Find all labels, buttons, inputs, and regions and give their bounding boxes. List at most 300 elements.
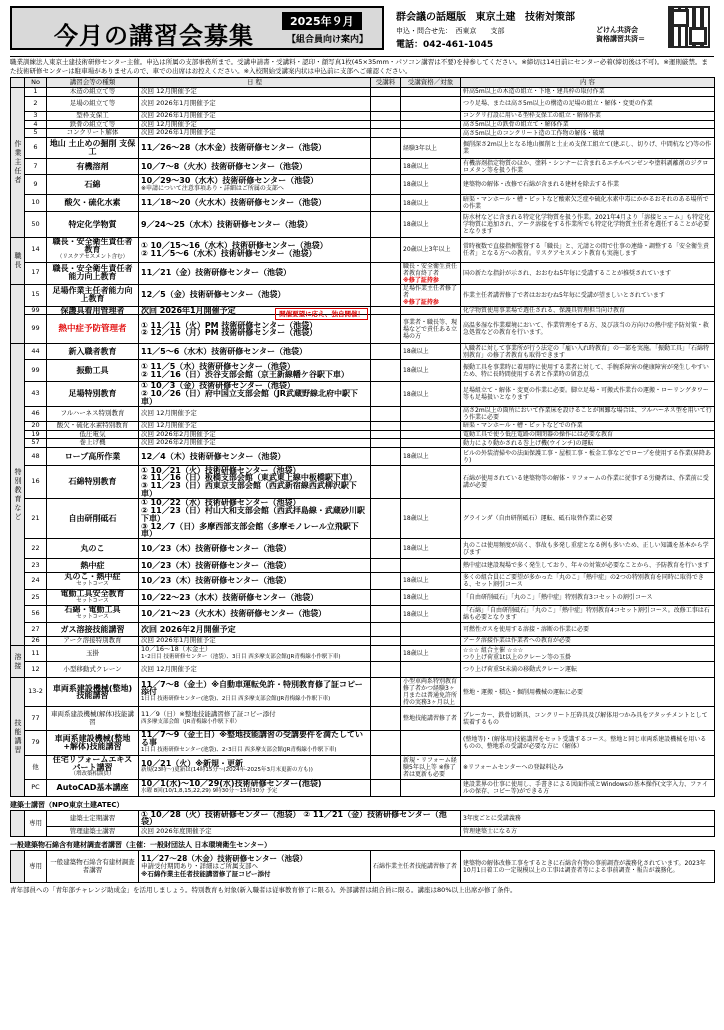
course-fee [371,645,401,662]
course-fee [371,360,401,382]
course-content [461,707,715,731]
course-fee [371,111,401,120]
row-no: 19 [25,430,47,439]
course-fee [371,466,401,499]
row-no: 15 [25,284,47,306]
qualification-text: 足場作業主任者修了者 [403,284,458,299]
table-row[interactable] [11,284,715,306]
course-date-detail: 西多摩支部会館（JR青梅線小作駅下車） [141,718,240,725]
course-name-text: 足場特別教育 [68,389,117,399]
asbestos-date-2: 申請受付期間あり・詳細はご所属支部へ [141,861,258,870]
atec-section-title: 建築士講習（NPO東京土建ATEC） [10,800,124,809]
table-row[interactable] [11,780,715,797]
audience-tag: 【組合員向け案内】 [287,35,369,45]
course-name: 建築士定期講習 [47,810,139,827]
course-date-line: 次回 2026年2月開催予定 [141,624,236,634]
row-no: 11 [25,645,47,662]
course-subtitle: （増改築相談員） [70,771,115,778]
content-text: ビルの外装清掃やの法面保護工事・屋根工事・板金工事などでロープを使用する作業(昇降あり) [463,449,712,464]
course-name-text: 型枠支保工 [76,110,109,119]
qualification-text: 18歳以上 [403,221,429,229]
course-date-line: ② 10／26（日）府中国立支部会館（JR武蔵野線北府中駅下車） [141,389,358,406]
course-name [47,636,139,645]
table-row[interactable] [11,755,715,779]
course-fee [371,707,401,731]
course-content [461,421,715,430]
course-content [461,499,715,539]
content-text: アーク溶接作業は作業者への教育が必要 [463,637,571,645]
course-qualification [401,589,461,606]
course-fee [371,315,401,344]
row-no: 1 [25,88,47,97]
dept-name: 技術対策部 [524,12,575,23]
table-row[interactable] [11,606,715,623]
row-no: 14 [25,238,47,262]
content-text: 暗渠・マンホール・槽・ピットなど酸素欠乏症や硫化水素中毒にかかるおそれのある場所での作業 [463,196,709,211]
qualification-text: 18歳以上 [403,453,429,461]
course-date-line: ② 11／16（日）板橋支部会館（東武東上線中板橋駅下車） [141,473,357,483]
course-name [47,606,139,623]
course-qualification [401,111,461,120]
asbestos-table [10,850,715,883]
course-qualification [401,559,461,573]
header-cat [11,78,25,88]
atec-table [10,810,715,838]
course-fee [371,129,401,138]
course-qualification [401,622,461,636]
course-qualification [401,382,461,406]
course-content [461,96,715,111]
course-name [47,360,139,382]
content-text: 建築物の解体・改修で石綿が含まれる建材を除去する作業 [463,181,620,189]
course-date-line: 11／21（金）技術研修センター（池袋） [141,268,291,278]
course-fee [371,622,401,636]
course-date-line: 次回 2026年2月開催予定 [141,429,216,438]
content-text: 「自由研削砥石」「丸のこ」「熱中症」特別教育3コセットの割引コース [463,594,653,602]
row-no: 26 [25,636,47,645]
table-row[interactable] [11,589,715,606]
table-row[interactable] [11,382,715,406]
course-fee [371,159,401,175]
qualification-text: 20歳以上3年以上 [403,246,451,254]
content-text: 暗渠・マンホール・槽・ピットなどでの作業 [463,422,583,430]
course-date-line: 次回 12月開催予定 [141,420,197,429]
course-qualification [401,159,461,175]
table-row[interactable] [11,851,715,883]
course-qualification [401,707,461,731]
course-date [139,606,371,623]
course-name [47,662,139,678]
course-name-text: 地山 土止めの掘削 支保工 [49,139,136,157]
course-name [47,645,139,662]
course-date-line: 12／5（金）技術研修センター（池袋） [141,290,286,300]
course-name [47,306,139,315]
course-date [139,129,371,138]
content-text: 振動工具を事業時に着用時に使用する業者に対して、手腕系障害の健康障害が発生しやすいため、特に長時間使用する者と作業時の留意点 [463,363,709,378]
course-qualification [401,731,461,755]
asbestos-date-3: ※石綿作業主任者技能講習修了証コピー添付 [141,869,271,878]
content-text: 常時複数で直接指揮監督する「職長」と、元請との間で仕事の連絡・調整する「安全衛生責任者」となる方への教育。リスクアセスメント教育も実施します [463,242,710,257]
table-row[interactable] [11,539,715,559]
course-fee [371,636,401,645]
course-date-detail: 1日目 技術研修センター(池袋)、2･3日目 西多摩支部会館(JR青梅線小作駅下車) [141,746,337,753]
course-date-line: 11／7～9（金土日）※整地技能講習の受講要件を満たしている事 [141,730,364,748]
course-content [461,573,715,590]
course-date-line: 12／4（木）技術研修センター（池袋） [141,451,286,461]
course-name-text: 巻上げ機 [79,438,106,447]
course-qualification: 石綿作業主任者技能講習修了者 [371,851,461,883]
table-row[interactable] [11,662,715,678]
course-name [47,539,139,559]
course-name [47,573,139,590]
course-name-text: 酸欠・硫化水素特別教育 [56,420,129,429]
course-name [47,111,139,120]
row-no: 43 [25,382,47,406]
course-content [461,138,715,159]
course-name [47,622,139,636]
course-qualification [401,175,461,195]
course-qualification [401,96,461,111]
content-text-2: つり上げ荷重1t以上のクレーン等の玉掛 [463,653,572,661]
header-content: 内 容 [461,78,715,88]
content-text: ☆☆☆ 組合主催 ☆☆☆ [463,646,524,654]
course-date-line: ① 10／3（金）技術研修センター（池袋） [141,381,295,391]
row-no: 2 [25,96,47,111]
content-text: 可燃性ガスを使用する溶接・溶断の作業に必要 [463,625,590,633]
course-date-detail: 水曜 8回(10/1,8,15,22,29) 9時30分～15時30分 予定 [141,787,278,794]
course-content [461,636,715,645]
header-no: No [25,78,47,88]
course-name-text: アーク溶接特別教育 [63,635,122,644]
course-fee [371,430,401,439]
course-fee [371,195,401,212]
course-content [461,195,715,212]
course-name [47,315,139,344]
course-date-line: 10／22～23（水木）技術研修センター（池袋） [141,592,319,602]
course-name: 管理建築士講習 [47,827,139,837]
course-qualification [401,406,461,421]
course-date [139,195,371,212]
table-row[interactable] [11,645,715,662]
course-name [47,589,139,606]
course-content [461,382,715,406]
course-subtitle: セットコース [76,597,109,604]
table-row[interactable] [11,439,715,448]
course-fee [371,589,401,606]
asbestos-date-1: 11／27～28（木金）技術研修センター（池袋） [141,854,308,864]
course-date-line: ③ 11／23（日）西東京支部会館（西武新宿線西武柳沢駅下車） [141,481,357,498]
course-content [461,559,715,573]
course-fee [371,606,401,623]
course-qualification [401,129,461,138]
row-no: 44 [25,344,47,360]
content-text: 高さ5m以上のコンクリート造の工作物の解体・破壊 [463,129,605,137]
contact-line: 申込・問合せ先： 西東京 支部 [396,27,505,35]
course-content: 建築物の解体改修工事をするときに石綿含有物の事前調査が義務化されています。2023年10月1日着工の一定規模以上の工事は調査者等による事前調査・報告が義務化。 [461,851,715,883]
table-row[interactable] [11,344,715,360]
table-row[interactable] [11,421,715,430]
page-title: 今月の講習会募集 [54,22,254,50]
table-row[interactable] [11,707,715,731]
course-qualification [401,606,461,623]
table-row[interactable] [11,731,715,755]
table-row[interactable] [11,315,715,344]
content-text: 動力により動かされる巻上げ機(ウインチ)の運転 [463,439,594,447]
table-row[interactable] [11,559,715,573]
table-row[interactable] [11,96,715,111]
course-name [47,344,139,360]
qualification-text: 18歳以上 [403,348,429,356]
course-content [461,662,715,678]
course-name [47,499,139,539]
course-qualification [401,138,461,159]
course-date [139,421,371,430]
table-row[interactable] [11,129,715,138]
course-qualification [401,636,461,645]
course-qualification [401,120,461,129]
table-row[interactable] [11,111,715,120]
content-text: 高さ2m以上の箇所において作業床を設けることが困難な場合は、フルハーネス型を用いて行う作業に必要 [463,406,712,421]
year-badge: 2025年９月 [282,12,362,30]
course-content: 3年度ごとに受講義務 [461,810,715,827]
course-content [461,466,715,499]
dept-series: 群会議の話題版 [396,12,466,23]
qualification-text: 18歳以上 [403,163,429,171]
row-no: 20 [25,421,47,430]
course-date [139,499,371,539]
course-date-line: ※申請について注意事項あり・詳細はご所属の支部へ [141,184,284,192]
course-qualification [401,360,461,382]
table-row[interactable] [11,406,715,421]
course-content [461,780,715,797]
course-content [461,159,715,175]
course-name-text: 丸のこ・熱中症 [64,572,121,582]
course-fee [371,284,401,306]
course-date-line: 11／7～8（金土）※自動車運転免許・特別教育修了証コピー添付 [141,679,363,697]
row-no: 6 [25,138,47,159]
course-date [139,111,371,120]
qr-code-icon[interactable] [668,6,710,48]
course-qualification [401,315,461,344]
table-row[interactable] [11,810,715,827]
course-name [47,707,139,731]
course-date-line: 10／7～8（火水）技術研修センター（池袋） [141,161,307,171]
row-no: PC [25,780,47,797]
footer-note: 青年部員への「青年部チャレンジ助成金」を活用しましょう。特別教育も対象(新入職者は従事教育修了に限る)。外部講習は組合員に限る。講座は80%以上出席が修了条件。 [10,886,517,895]
title-box [10,6,384,50]
course-name [47,175,139,195]
table-row[interactable] [11,138,715,159]
course-fee [371,96,401,111]
course-date [139,138,371,159]
table-row[interactable] [11,88,715,97]
content-text: (整地等)・(解体用)技能講習をセット受講するコース。整地と同じ車両系建設機械を用いるものの、整地系の受講が必要な方に（解体） [463,736,707,750]
course-name [47,195,139,212]
qualification-text: 職長・安全衛生責任者教育終了者 [403,262,458,277]
course-date-line: 10／29～30（水木）技術研修センター（池袋） [141,175,319,185]
course-date-line: ① 11／11（火）PM 技術研修センター（池袋） [141,320,318,330]
course-content [461,430,715,439]
content-text: 軒高5m以上の木造の組立・下地・建具枠の取付作業 [463,88,605,96]
course-name-text: 熱中症予防管理者 [58,324,127,335]
course-date-line: ① 10／22（水）技術研修センター（池袋） [141,498,301,508]
course-name [47,96,139,111]
header-fee: 受講料 [371,78,401,88]
course-name-text: ロープ高所作業 [64,451,121,461]
course-content [461,678,715,707]
course-content [461,238,715,262]
content-text: 掘削深さ2m以上となる地山掘削と土止め支保工組立て(建ぷし、切りげ、中間杭など)等の作業 [463,141,712,156]
course-date [139,707,371,731]
page [10,6,714,894]
qualification-text: 18歳以上 [403,545,429,553]
course-date-line: ② 11／23（日）村山大和支部会館（西武拝島線・武蔵砂川駅下車） [141,505,365,523]
row-no: 9 [25,175,47,195]
course-date-line: 次回 12月開催予定 [141,119,197,128]
table-row[interactable] [11,360,715,382]
table-row[interactable] [11,195,715,212]
row-no: 57 [25,439,47,448]
course-qualification [401,678,461,707]
course-date-detail: 新規(23時～)更新は(14時15分～(2024年-2025年3月末更新の方も)) [141,767,313,774]
course-content [461,212,715,238]
row-no: 48 [25,448,47,466]
table-row[interactable] [11,430,715,439]
course-qualification [401,448,461,466]
content-text: 多くの組合員にご要望が多かった「丸のこ」「熱中症」の2つの特別教育を同時に取得できる、セット割引コース [463,573,704,588]
course-date [139,539,371,559]
table-row[interactable] [11,573,715,590]
course-name-text: 車両系建設機械(解体)技能講習 [50,710,135,726]
course-date [139,212,371,238]
course-date-line: 次回 12月開催予定 [141,664,197,673]
course-name-text: フルハーネス特別教育 [60,408,125,417]
table-row[interactable] [11,466,715,499]
course-qualification [401,466,461,499]
row-no: 21 [25,499,47,539]
course-date [139,382,371,406]
course-date [139,589,371,606]
table-row[interactable] [11,622,715,636]
course-date-line: 次回 2026年1月開催予定 [141,635,216,644]
course-date [139,262,371,284]
course-date-line: 10／21～23（火水木）技術研修センター（池袋） [141,609,327,619]
row-no: 4 [25,120,47,129]
course-date [139,439,371,448]
course-fee [371,662,401,678]
course-name-text: 小型移動式クレーン [63,664,122,673]
row-no: 3 [25,111,47,120]
course-content [461,589,715,606]
table-row[interactable] [11,262,715,284]
course-content [461,406,715,421]
table-row[interactable] [11,636,715,645]
table-row[interactable] [11,159,715,175]
course-date [139,851,371,883]
course-name-text: ガス溶接技能講習 [60,624,125,634]
table-row[interactable] [11,212,715,238]
course-fee [371,559,401,573]
course-content [461,306,715,315]
course-date-line: 次回 2026年1月開催予定 [141,110,216,119]
course-date-line: 次回 2026年2月開催予定 [141,438,216,447]
course-content [461,606,715,623]
course-date-line: 11／5～6（水木）技術研修センター（池袋） [141,346,307,356]
course-content [461,284,715,306]
course-date [139,645,371,662]
course-date-detail: 1日目 技術研修センター(池袋)、2日目 西多摩支部会館(JR青梅線小作駅下車) [141,696,331,703]
atec-cat [11,810,25,837]
category-blank [11,284,25,344]
course-content [461,731,715,755]
course-qualification [401,212,461,238]
qualification-text: 事業者・職長等、現場などで責任ある立場の方 [403,318,458,340]
row-no: 25 [25,589,47,606]
table-row[interactable] [11,238,715,262]
course-name-text: 石綿 [84,179,101,189]
course-date-line: 11／9（日）※整地技能講習修了証コピー添付 [141,710,276,719]
table-row[interactable] [11,827,715,837]
course-name [47,421,139,430]
course-content [461,315,715,344]
content-text: つり足場、または高さ5m以上の構造の足場の組立・解体・変更の作業 [463,100,653,108]
course-fee [371,780,401,797]
request-note-badge: 開催要望に応え、独自開催！ [275,308,368,320]
content-text: 整地・運搬・積込・掘削用機械の運転に必要 [463,688,584,696]
course-date [139,731,371,755]
table-row[interactable] [11,678,715,707]
course-qualification [401,539,461,559]
course-date [139,284,371,306]
course-qualification [401,284,461,306]
course-name-text: 保護具着用管理者 [60,305,125,315]
course-name-text: 丸のこ [80,543,105,553]
course-content [461,755,715,779]
table-row[interactable] [11,448,715,466]
course-date-line: 10／16～18（木金土） [141,644,212,653]
course-content [461,360,715,382]
course-content [461,111,715,120]
table-row[interactable] [11,499,715,539]
course-fee [371,382,401,406]
course-qualification [401,88,461,97]
course-date-line: ② 11／16（日）渋谷支部会館（京王新線幡ケ谷駅下車） [141,369,349,379]
course-date-line: 9／24～25（水木）技術研修センター（池袋） [141,219,313,229]
row-no: 46 [25,406,47,421]
course-date [139,755,371,779]
row-no: 専用 [25,851,47,883]
course-date [139,448,371,466]
course-date [139,96,371,111]
course-content [461,645,715,662]
content-text: コンクリ打設に用いる型枠支保工の組立・解体作業 [463,112,601,120]
course-table [10,77,715,797]
course-name-text: 自由研削砥石 [68,513,117,523]
table-row[interactable] [11,175,715,195]
course-content [461,539,715,559]
org-line-1: どけん共済会 [596,26,638,34]
qualification-text: 18歳以上 [403,515,429,523]
dept-org: 東京土建 [475,12,516,23]
content-text: 足場組立て・解体・変更の作業に必要。脚立足場・可搬式作業台の運搬・ローリングタワー等も足場扱いとなります [463,387,709,402]
course-name-text: 石綿特別教育 [68,477,117,487]
course-fee [371,573,401,590]
course-name-text: 車両系建設機械(整地+解体)技能講習 [54,734,131,751]
course-name-text: 足場作業主任者能力向上教育 [52,286,133,304]
department-title [396,8,581,23]
content-text: 熱中症は建設現場で多く発生しており、年々の対策が必要なことから、予防教育を行います [463,562,710,570]
content-text: 国の新たな指針が示され、おおむね5年毎に受講することが推奨されています [463,269,672,277]
